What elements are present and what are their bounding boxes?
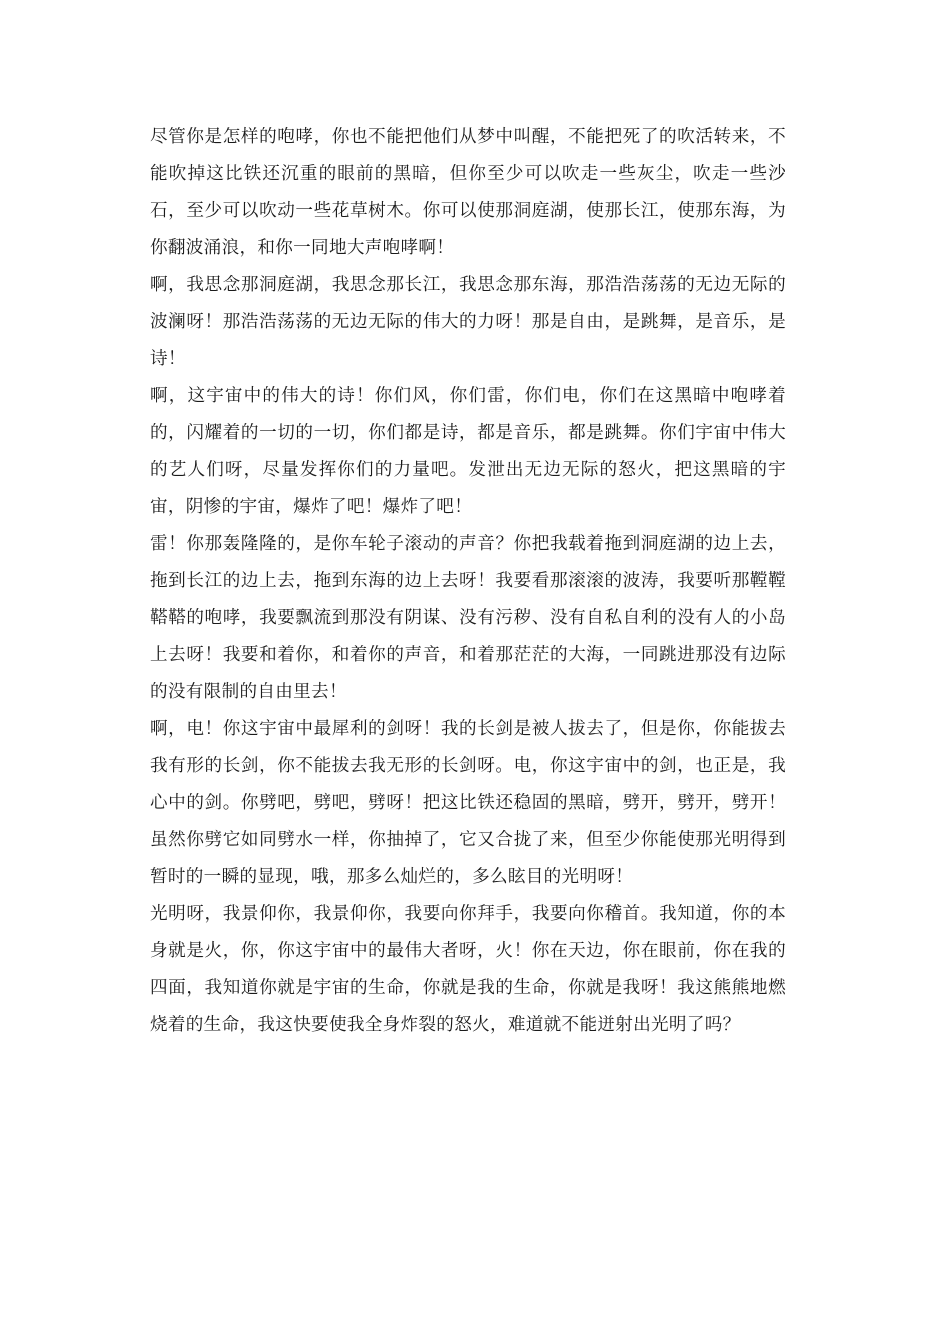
paragraph: 啊，电！你这宇宙中最犀利的剑呀！我的长剑是被人拔去了，但是你，你能拔去我有形的长剑，你不能拔去我无形的长剑呀。电，你这宇宙中的剑，也正是，我心中的剑。你劈吧，劈吧，劈呀！把这比铁还稳固的黑暗，劈开，劈开，劈开！虽然你劈它如同劈水一样，你抽掉了，它又合拢了来，但至少你能使那光明得到暂时的一瞬的显现，哦，那多么灿烂的，多么眩目的光明呀！ [150, 719, 786, 887]
paragraph: 雷！你那轰隆隆的，是你车轮子滚动的声音？你把我载着拖到洞庭湖的边上去，拖到长江的边上去，拖到东海的边上去呀！我要看那滚滚的波涛，我要听那鞺鞺鞳鞳的咆哮，我要飘流到那没有阴谋、没有污秽、没有自私自利的没有人的小岛上去呀！我要和着你，和着你的声音，和着那茫茫的大海，一同跳进那没有边际的没有限制的自由里去！ [150, 534, 786, 702]
paragraph: 光明呀，我景仰你，我景仰你，我要向你拜手，我要向你稽首。我知道，你的本身就是火，你，你这宇宙中的最伟大者呀，火！你在天边，你在眼前，你在我的四面，我知道你就是宇宙的生命，你就是我的生命，你就是我呀！我这熊熊地燃烧着的生命，我这快要使我全身炸裂的怒火，难道就不能迸射出光明了吗？ [150, 904, 786, 1035]
paragraph: 啊，这宇宙中的伟大的诗！你们风，你们雷，你们电，你们在这黑暗中咆哮着的，闪耀着的一切的一切，你们都是诗，都是音乐，都是跳舞。你们宇宙中伟大的艺人们呀，尽量发挥你们的力量吧。发泄出无边无际的怒火，把这黑暗的宇宙，阴惨的宇宙，爆炸了吧！爆炸了吧！ [150, 386, 786, 517]
paragraph: 尽管你是怎样的咆哮，你也不能把他们从梦中叫醒，不能把死了的吹活转来，不能吹掉这比铁还沉重的眼前的黑暗，但你至少可以吹走一些灰尘，吹走一些沙石，至少可以吹动一些花草树木。你可以使那洞庭湖，使那长江，使那东海，为你翻波涌浪，和你一同地大声咆哮啊！ [150, 127, 786, 258]
paragraph: 啊，我思念那洞庭湖，我思念那长江，我思念那东海，那浩浩荡荡的无边无际的波澜呀！那浩浩荡荡的无边无际的伟大的力呀！那是自由，是跳舞，是音乐，是诗！ [150, 275, 786, 369]
document-body [150, 119, 786, 1044]
